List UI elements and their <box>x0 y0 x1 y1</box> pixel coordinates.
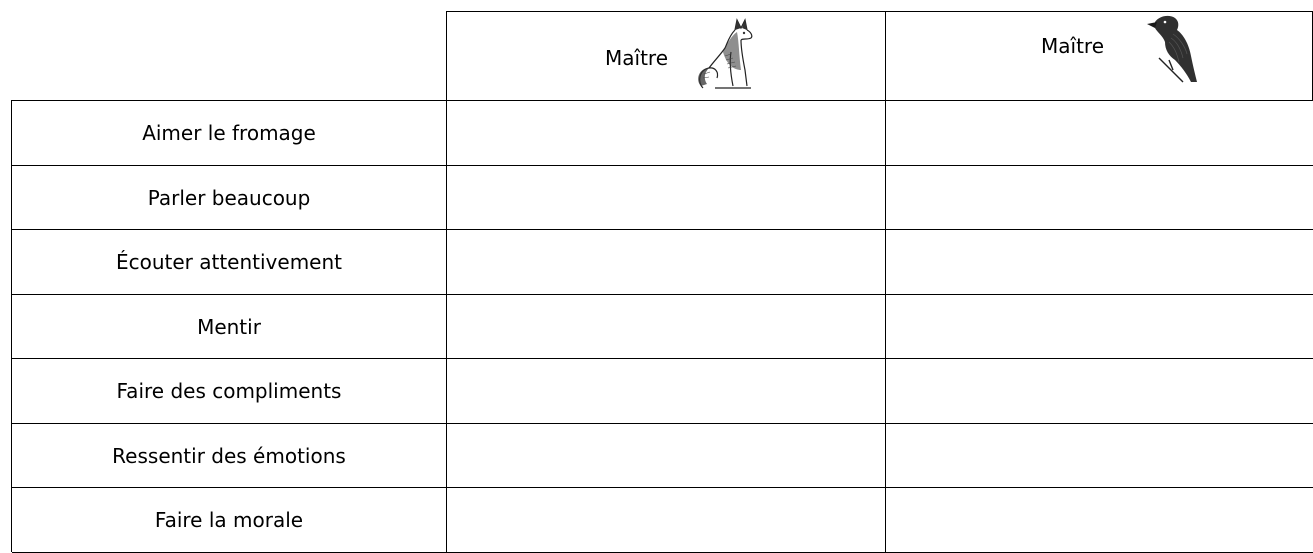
row-label: Faire des compliments <box>116 379 342 403</box>
column-header-crow-label: Maître <box>1041 34 1104 58</box>
answer-cell-fox[interactable] <box>447 424 886 487</box>
table-row <box>12 424 1313 488</box>
row-label: Écouter attentivement <box>115 250 343 274</box>
row-label-cell <box>12 101 447 165</box>
comparison-table <box>11 100 1313 552</box>
row-label-cell <box>12 488 447 552</box>
answer-cell-crow[interactable] <box>886 230 1313 294</box>
table-row <box>12 488 1313 553</box>
answer-cell-fox[interactable] <box>447 230 886 294</box>
row-label-cell <box>12 295 447 358</box>
table-row <box>12 230 1313 295</box>
column-header-fox-label: Maître <box>605 46 668 70</box>
row-label: Faire la morale <box>154 508 304 532</box>
row-label-cell <box>12 166 447 229</box>
table-row <box>12 166 1313 230</box>
row-label-cell <box>12 424 447 487</box>
answer-cell-fox[interactable] <box>447 166 886 229</box>
row-label-cell <box>12 359 447 423</box>
answer-cell-crow[interactable] <box>886 424 1313 487</box>
answer-cell-fox[interactable] <box>447 488 886 552</box>
answer-cell-crow[interactable] <box>886 488 1313 552</box>
answer-cell-crow[interactable] <box>886 101 1313 165</box>
answer-cell-fox[interactable] <box>447 359 886 423</box>
header-cell-crow <box>885 11 1313 100</box>
header-cell-fox <box>446 11 886 100</box>
answer-cell-fox[interactable] <box>447 101 886 165</box>
table-row <box>12 295 1313 359</box>
row-label: Mentir <box>197 314 261 339</box>
fox-icon <box>695 8 757 94</box>
answer-cell-crow[interactable] <box>886 166 1313 229</box>
row-label: Parler beaucoup <box>147 185 311 210</box>
answer-cell-fox[interactable] <box>447 295 886 358</box>
answer-cell-crow[interactable] <box>886 359 1313 423</box>
row-label: Ressentir des émotions <box>112 443 346 468</box>
row-label-cell <box>12 230 447 294</box>
table-row <box>12 101 1313 166</box>
answer-cell-crow[interactable] <box>886 295 1313 358</box>
row-label: Aimer le fromage <box>142 121 316 145</box>
table-row <box>12 359 1313 424</box>
crow-icon <box>1143 12 1203 86</box>
